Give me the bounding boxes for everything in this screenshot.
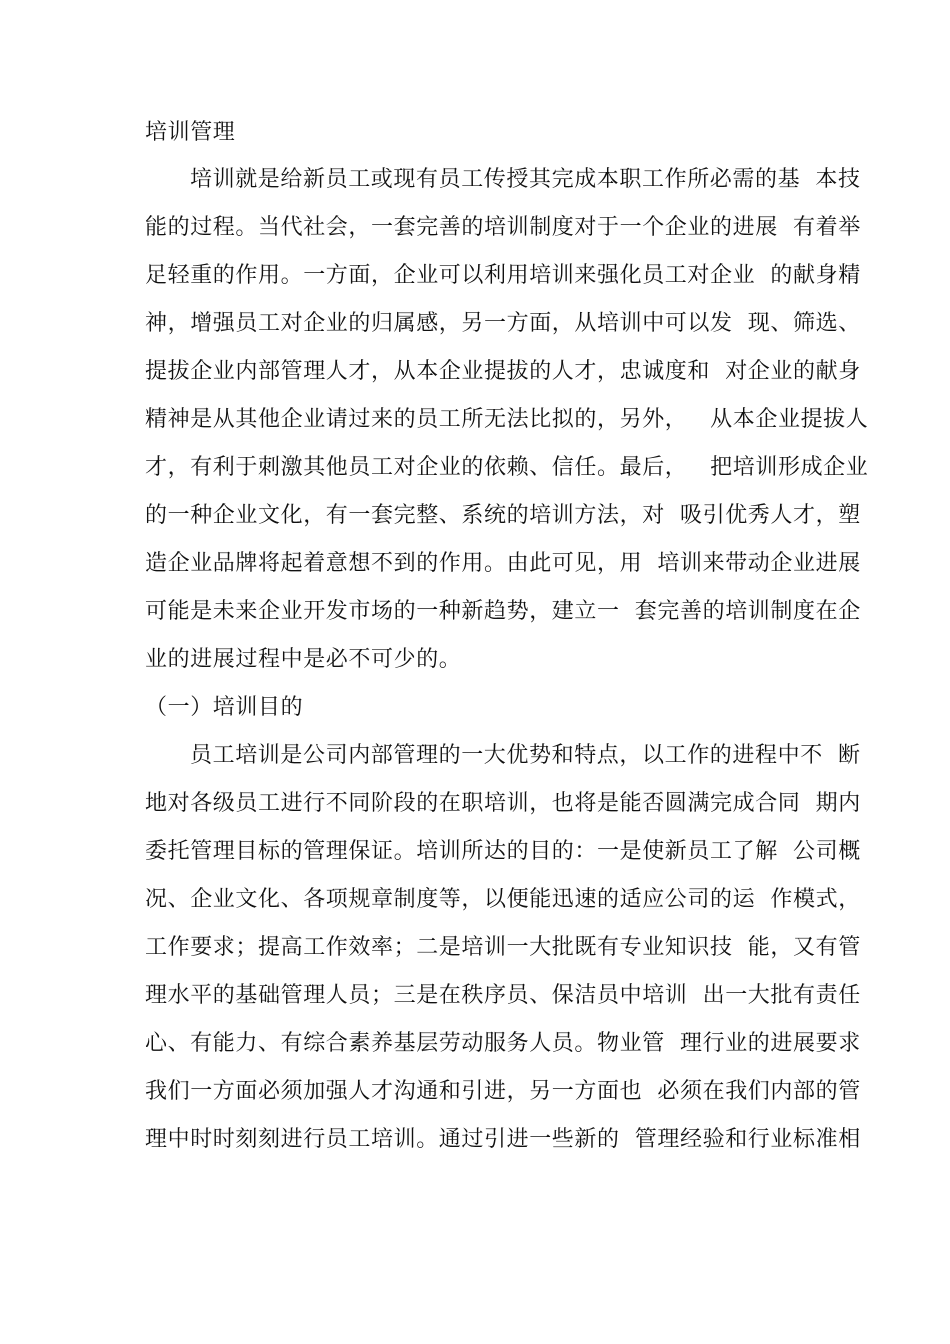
- document-title: 培训管理: [145, 120, 236, 145]
- paragraph-line: 委托管理目标的管理保证。培训所达的目的：一是使新员工了解 公司概: [145, 839, 861, 864]
- paragraph-line: 的一种企业文化，有一套完整、系统的培训方法，对 吸引优秀人才，塑: [145, 503, 861, 528]
- paragraph-line: 才，有利于刺激其他员工对企业的依赖、信任。最后， 把培训形成企业: [145, 455, 869, 480]
- paragraph-line: 理中时时刻刻进行员工培训。通过引进一些新的 管理经验和行业标准相: [145, 1127, 861, 1152]
- paragraph-line: 理水平的基础管理人员；三是在秩序员、保洁员中培训 出一大批有责任: [145, 983, 861, 1008]
- paragraph-line: 可能是未来企业开发市场的一种新趋势，建立一 套完善的培训制度在企: [145, 599, 861, 624]
- paragraph-line: 我们一方面必须加强人才沟通和引进，另一方面也 必须在我们内部的管: [145, 1079, 861, 1104]
- paragraph-line: 员工培训是公司内部管理的一大优势和特点，以工作的进程中不 断: [190, 743, 861, 768]
- paragraph-line: 造企业品牌将起着意想不到的作用。由此可见，用 培训来带动企业进展: [145, 551, 861, 576]
- paragraph-line: 培训就是给新员工或现有员工传授其完成本职工作所必需的基 本技: [190, 167, 861, 192]
- paragraph-line: 提拔企业内部管理人才，从本企业提拔的人才，忠诚度和 对企业的献身: [145, 359, 861, 384]
- paragraph-line: 足轻重的作用。一方面，企业可以利用培训来强化员工对企业 的献身精: [145, 263, 861, 288]
- section-heading: （一）培训目的: [145, 695, 304, 720]
- paragraph-line: 况、企业文化、各项规章制度等，以便能迅速的适应公司的运 作模式，: [145, 887, 861, 912]
- paragraph-line: 业的进展过程中是必不可少的。: [145, 647, 462, 672]
- paragraph-line: 神，增强员工对企业的归属感，另一方面，从培训中可以发 现、筛选、: [145, 311, 861, 336]
- paragraph-line: 精神是从其他企业请过来的员工所无法比拟的，另外， 从本企业提拔人: [145, 407, 869, 432]
- paragraph-line: 地对各级员工进行不同阶段的在职培训，也将是能否圆满完成合同 期内: [145, 791, 861, 816]
- paragraph-line: 心、有能力、有综合素养基层劳动服务人员。物业管 理行业的进展要求: [145, 1031, 861, 1056]
- paragraph-line: 能的过程。当代社会，一套完善的培训制度对于一个企业的进展 有着举: [145, 215, 861, 240]
- paragraph-line: 工作要求；提高工作效率；二是培训一大批既有专业知识技 能，又有管: [145, 935, 861, 960]
